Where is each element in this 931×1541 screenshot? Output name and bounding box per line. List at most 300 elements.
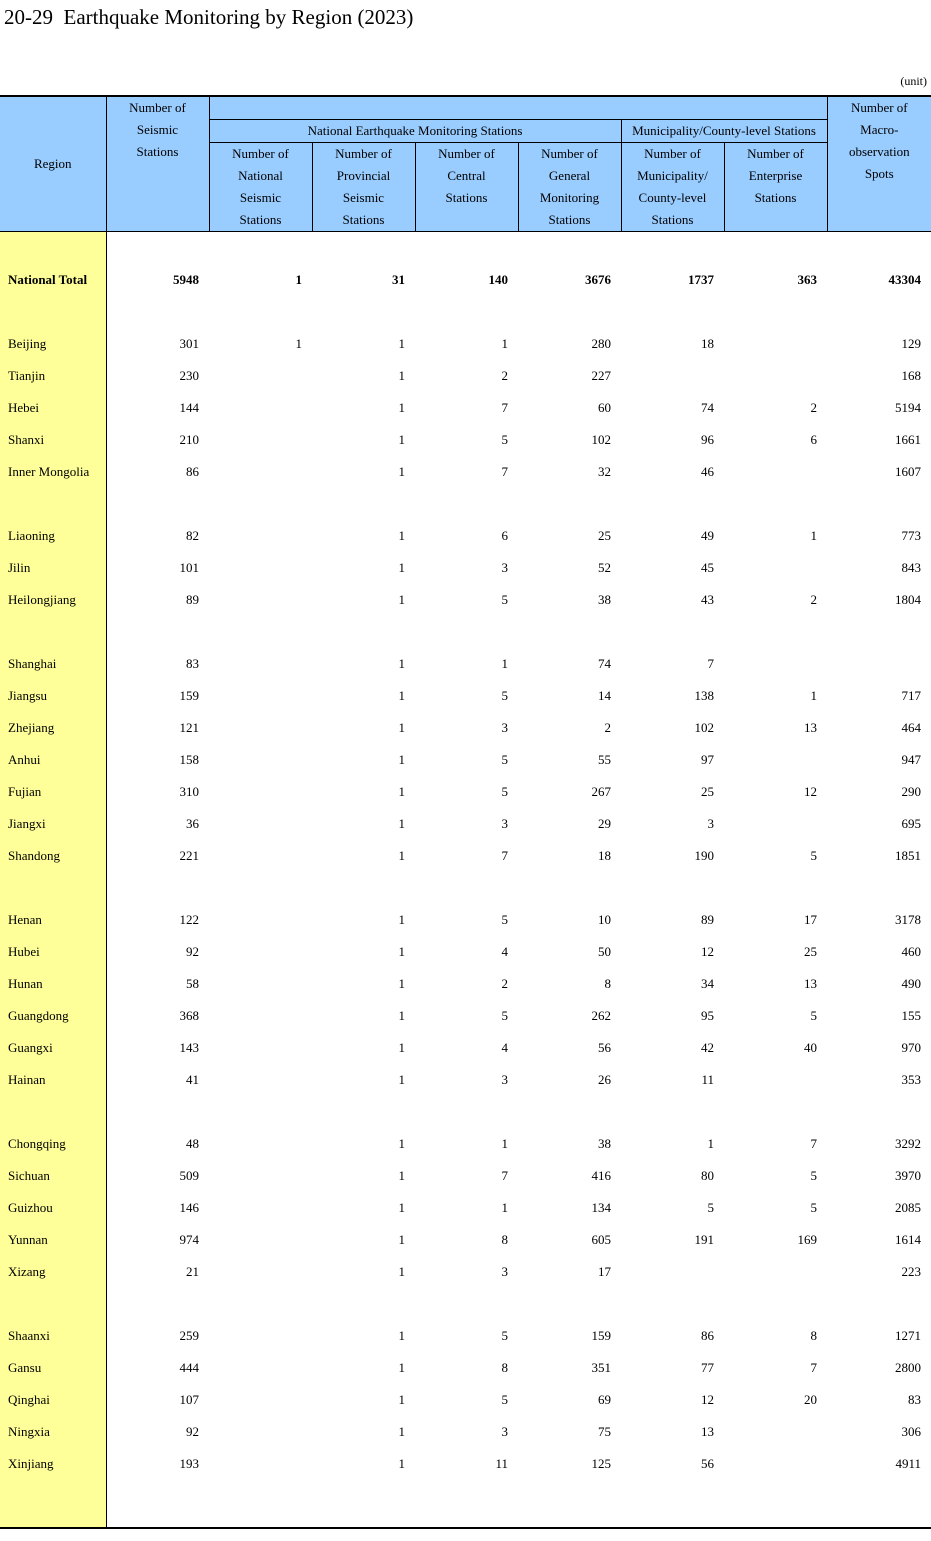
table-row xyxy=(0,1160,931,1192)
value-cell: 155 xyxy=(901,1008,922,1023)
value-cell: 310 xyxy=(179,784,199,799)
value-cell: 353 xyxy=(901,1072,922,1087)
value-cell: 5 xyxy=(810,848,818,863)
value-cell: 5 xyxy=(810,1200,818,1215)
value-cell: 31 xyxy=(392,272,405,287)
value-cell: 490 xyxy=(901,976,922,991)
value-cell xyxy=(209,936,312,968)
value-cell: 363 xyxy=(797,272,818,287)
header-blank-top xyxy=(209,96,827,120)
header-macro-observation-spots: Number of Macro- observation Spots xyxy=(827,96,931,232)
value-cell: 695 xyxy=(901,816,922,831)
value-cell: 74 xyxy=(701,400,714,415)
value-cell: 168 xyxy=(901,368,922,383)
value-cell xyxy=(621,1256,724,1288)
value-cell: 1607 xyxy=(895,464,922,479)
value-cell: 1 xyxy=(295,272,302,287)
value-cell: 843 xyxy=(901,560,922,575)
value-cell: 17 xyxy=(804,912,818,927)
region-name: Hubei xyxy=(0,936,106,968)
value-cell xyxy=(209,1064,312,1096)
value-cell: 7 xyxy=(707,656,714,671)
value-cell: 2 xyxy=(810,592,818,607)
value-cell: 5 xyxy=(810,1168,818,1183)
value-cell: 14 xyxy=(598,688,611,703)
value-cell: 1 xyxy=(398,400,405,415)
value-cell: 1 xyxy=(501,1136,508,1151)
value-cell: 5 xyxy=(501,592,508,607)
value-cell: 18 xyxy=(598,848,611,863)
region-name: Tianjin xyxy=(0,360,106,392)
table-body xyxy=(0,232,931,1529)
value-cell xyxy=(209,712,312,744)
value-cell: 3 xyxy=(501,720,508,735)
table-row xyxy=(0,1224,931,1256)
value-cell: 1 xyxy=(398,432,405,447)
region-name: Beijing xyxy=(0,328,106,360)
value-cell: 75 xyxy=(598,1424,611,1439)
table-row xyxy=(0,1384,931,1416)
value-cell xyxy=(724,552,827,584)
value-cell: 1 xyxy=(810,688,818,703)
value-cell: 5 xyxy=(501,912,508,927)
table-row xyxy=(0,840,931,872)
total-row xyxy=(0,264,931,296)
value-cell: 92 xyxy=(186,1424,199,1439)
region-name: Chongqing xyxy=(0,1128,106,1160)
spacer-row xyxy=(0,232,931,265)
value-cell: 259 xyxy=(179,1328,199,1343)
spacer-row xyxy=(0,616,931,648)
region-name: Yunnan xyxy=(0,1224,106,1256)
value-cell: 1 xyxy=(398,944,405,959)
table-row xyxy=(0,776,931,808)
value-cell: 460 xyxy=(901,944,922,959)
spacer-row xyxy=(0,1288,931,1320)
value-cell: 1 xyxy=(398,1168,405,1183)
header-municipal-group: Municipality/County-level Stations xyxy=(621,120,827,143)
value-cell: 7 xyxy=(810,1136,818,1151)
value-cell: 34 xyxy=(701,976,714,991)
value-cell: 86 xyxy=(701,1328,714,1343)
value-cell: 38 xyxy=(598,1136,611,1151)
value-cell: 58 xyxy=(186,976,199,991)
value-cell: 2 xyxy=(501,976,508,991)
value-cell: 974 xyxy=(179,1232,199,1247)
value-cell: 1 xyxy=(398,1072,405,1087)
value-cell: 1737 xyxy=(688,272,714,287)
value-cell: 143 xyxy=(179,1040,199,1055)
value-cell: 146 xyxy=(179,1200,199,1215)
value-cell: 3 xyxy=(501,816,508,831)
value-cell: 3 xyxy=(501,1072,508,1087)
value-cell: 191 xyxy=(694,1232,714,1247)
value-cell: 509 xyxy=(179,1168,199,1183)
unit-label: (unit) xyxy=(900,74,927,88)
value-cell: 2 xyxy=(810,400,818,415)
value-cell: 159 xyxy=(591,1328,611,1343)
value-cell: 50 xyxy=(598,944,611,959)
value-cell: 40 xyxy=(804,1040,818,1055)
value-cell xyxy=(209,520,312,552)
value-cell: 74 xyxy=(598,656,611,671)
region-name: Hunan xyxy=(0,968,106,1000)
header-enterprise-stations: Number of Enterprise Stations xyxy=(724,143,827,232)
table-row xyxy=(0,1352,931,1384)
value-cell: 1 xyxy=(398,1136,405,1151)
value-cell: 13 xyxy=(804,720,818,735)
value-cell: 306 xyxy=(901,1424,922,1439)
value-cell: 1 xyxy=(501,656,508,671)
table-row xyxy=(0,1032,931,1064)
value-cell: 8 xyxy=(501,1360,508,1375)
value-cell: 49 xyxy=(701,528,714,543)
value-cell: 36 xyxy=(186,816,199,831)
region-name: Guangdong xyxy=(0,1000,106,1032)
value-cell: 5 xyxy=(501,784,508,799)
value-cell: 77 xyxy=(701,1360,714,1375)
value-cell xyxy=(209,840,312,872)
value-cell: 7 xyxy=(501,400,508,415)
table-row xyxy=(0,392,931,424)
value-cell: 280 xyxy=(591,336,611,351)
spacer-row xyxy=(0,872,931,904)
value-cell xyxy=(209,1320,312,1352)
value-cell: 2085 xyxy=(895,1200,922,1215)
value-cell: 5194 xyxy=(895,400,922,415)
value-cell xyxy=(209,1192,312,1224)
value-cell: 1 xyxy=(398,976,405,991)
value-cell xyxy=(209,744,312,776)
value-cell: 4911 xyxy=(895,1456,922,1471)
value-cell: 96 xyxy=(701,432,714,447)
value-cell: 82 xyxy=(186,528,199,543)
value-cell xyxy=(724,808,827,840)
value-cell: 38 xyxy=(598,592,611,607)
value-cell: 97 xyxy=(701,752,714,767)
value-cell: 1804 xyxy=(895,592,922,607)
value-cell: 125 xyxy=(591,1456,611,1471)
value-cell: 83 xyxy=(908,1392,922,1407)
value-cell xyxy=(209,1416,312,1448)
value-cell: 5 xyxy=(501,752,508,767)
value-cell: 8 xyxy=(501,1232,508,1247)
value-cell: 5 xyxy=(501,1008,508,1023)
header-municipality-stations: Number of Municipality/ County-level Stations xyxy=(621,143,724,232)
value-cell: 1 xyxy=(810,528,818,543)
value-cell: 83 xyxy=(186,656,199,671)
value-cell: 12 xyxy=(701,1392,714,1407)
value-cell: 605 xyxy=(591,1232,611,1247)
value-cell xyxy=(209,648,312,680)
value-cell: 1 xyxy=(398,592,405,607)
region-name: National Total xyxy=(0,264,106,296)
value-cell: 3178 xyxy=(895,912,922,927)
value-cell xyxy=(724,1448,827,1480)
value-cell: 5 xyxy=(501,432,508,447)
value-cell: 1 xyxy=(398,560,405,575)
value-cell: 3 xyxy=(501,560,508,575)
value-cell: 1 xyxy=(398,1328,405,1343)
value-cell: 89 xyxy=(701,912,714,927)
header-national-seismic: Number of National Seismic Stations xyxy=(209,143,312,232)
value-cell: 6 xyxy=(810,432,818,447)
value-cell: 13 xyxy=(701,1424,714,1439)
value-cell: 89 xyxy=(186,592,199,607)
value-cell: 13 xyxy=(804,976,818,991)
value-cell: 11 xyxy=(701,1072,714,1087)
region-name: Liaoning xyxy=(0,520,106,552)
value-cell: 32 xyxy=(598,464,611,479)
value-cell: 1 xyxy=(398,1456,405,1471)
value-cell: 1 xyxy=(398,464,405,479)
earthquake-monitoring-table xyxy=(0,95,931,1529)
value-cell: 221 xyxy=(179,848,199,863)
value-cell: 3676 xyxy=(585,272,611,287)
value-cell: 1 xyxy=(398,688,405,703)
value-cell: 5 xyxy=(707,1200,714,1215)
value-cell: 26 xyxy=(598,1072,611,1087)
table-row xyxy=(0,552,931,584)
value-cell xyxy=(209,1224,312,1256)
value-cell: 101 xyxy=(179,560,199,575)
value-cell: 144 xyxy=(179,400,199,415)
value-cell: 368 xyxy=(179,1008,199,1023)
value-cell: 80 xyxy=(701,1168,714,1183)
region-name: Henan xyxy=(0,904,106,936)
value-cell: 351 xyxy=(591,1360,611,1375)
value-cell: 1851 xyxy=(895,848,922,863)
region-name: Shandong xyxy=(0,840,106,872)
region-name: Xizang xyxy=(0,1256,106,1288)
table-row xyxy=(0,744,931,776)
value-cell xyxy=(209,456,312,488)
table-row xyxy=(0,1448,931,1480)
value-cell: 444 xyxy=(179,1360,199,1375)
table-row xyxy=(0,520,931,552)
spacer-row xyxy=(0,1096,931,1128)
value-cell xyxy=(209,360,312,392)
region-name: Zhejiang xyxy=(0,712,106,744)
value-cell: 140 xyxy=(488,272,508,287)
value-cell: 190 xyxy=(694,848,714,863)
value-cell: 1 xyxy=(501,1200,508,1215)
value-cell: 52 xyxy=(598,560,611,575)
region-name: Ningxia xyxy=(0,1416,106,1448)
value-cell xyxy=(209,968,312,1000)
header-national-group: National Earthquake Monitoring Stations xyxy=(209,120,621,143)
value-cell: 1 xyxy=(707,1136,714,1151)
region-name: Heilongjiang xyxy=(0,584,106,616)
table-row xyxy=(0,1192,931,1224)
spacer-row xyxy=(0,296,931,328)
value-cell: 2 xyxy=(501,368,508,383)
value-cell: 122 xyxy=(179,912,199,927)
value-cell: 7 xyxy=(501,464,508,479)
value-cell xyxy=(724,456,827,488)
value-cell: 134 xyxy=(591,1200,611,1215)
header-region: Region xyxy=(0,96,106,232)
value-cell: 1 xyxy=(398,1232,405,1247)
region-name: Anhui xyxy=(0,744,106,776)
table-row xyxy=(0,584,931,616)
value-cell xyxy=(209,584,312,616)
value-cell: 1 xyxy=(501,336,508,351)
value-cell: 1 xyxy=(398,1008,405,1023)
value-cell: 2 xyxy=(604,720,611,735)
value-cell: 1 xyxy=(398,912,405,927)
value-cell xyxy=(827,648,931,680)
value-cell: 1 xyxy=(398,368,405,383)
value-cell: 1 xyxy=(398,848,405,863)
value-cell: 12 xyxy=(701,944,714,959)
table-row xyxy=(0,1064,931,1096)
value-cell: 773 xyxy=(901,528,922,543)
header-central-stations: Number of Central Stations xyxy=(415,143,518,232)
value-cell xyxy=(209,1352,312,1384)
value-cell xyxy=(209,1000,312,1032)
value-cell: 7 xyxy=(501,848,508,863)
table-row xyxy=(0,1128,931,1160)
table-row xyxy=(0,328,931,360)
value-cell: 95 xyxy=(701,1008,714,1023)
region-name: Fujian xyxy=(0,776,106,808)
value-cell: 69 xyxy=(598,1392,611,1407)
value-cell xyxy=(209,1384,312,1416)
value-cell: 1 xyxy=(398,720,405,735)
table-row xyxy=(0,904,931,936)
value-cell: 55 xyxy=(598,752,611,767)
value-cell: 56 xyxy=(701,1456,714,1471)
region-name: Hebei xyxy=(0,392,106,424)
value-cell: 60 xyxy=(598,400,611,415)
table-row xyxy=(0,712,931,744)
table-row xyxy=(0,1256,931,1288)
value-cell: 1 xyxy=(398,1424,405,1439)
value-cell: 43304 xyxy=(888,272,922,287)
value-cell: 1 xyxy=(398,816,405,831)
region-name: Shanxi xyxy=(0,424,106,456)
value-cell: 1 xyxy=(398,1264,405,1279)
value-cell: 947 xyxy=(901,752,922,767)
value-cell: 102 xyxy=(591,432,611,447)
value-cell: 158 xyxy=(179,752,199,767)
value-cell xyxy=(724,360,827,392)
value-cell: 5 xyxy=(501,1392,508,1407)
value-cell: 970 xyxy=(901,1040,922,1055)
table-row xyxy=(0,936,931,968)
header-provincial-seismic: Number of Provincial Seismic Stations xyxy=(312,143,415,232)
value-cell: 46 xyxy=(701,464,714,479)
value-cell: 12 xyxy=(804,784,818,799)
value-cell: 193 xyxy=(179,1456,199,1471)
value-cell: 56 xyxy=(598,1040,611,1055)
value-cell: 717 xyxy=(901,688,922,703)
value-cell: 1 xyxy=(398,656,405,671)
value-cell xyxy=(209,776,312,808)
value-cell: 290 xyxy=(901,784,922,799)
value-cell: 8 xyxy=(810,1328,818,1343)
region-name: Shaanxi xyxy=(0,1320,106,1352)
value-cell: 102 xyxy=(694,720,714,735)
value-cell: 1271 xyxy=(895,1328,922,1343)
value-cell: 4 xyxy=(501,1040,508,1055)
value-cell: 7 xyxy=(501,1168,508,1183)
value-cell xyxy=(209,1256,312,1288)
region-name: Jilin xyxy=(0,552,106,584)
value-cell: 29 xyxy=(598,816,611,831)
value-cell: 1 xyxy=(398,528,405,543)
value-cell: 3 xyxy=(501,1264,508,1279)
value-cell: 43 xyxy=(701,592,714,607)
value-cell: 262 xyxy=(591,1008,611,1023)
value-cell xyxy=(724,1416,827,1448)
value-cell xyxy=(209,1160,312,1192)
value-cell: 3292 xyxy=(895,1136,922,1151)
value-cell: 1 xyxy=(398,1040,405,1055)
value-cell xyxy=(724,328,827,360)
value-cell: 107 xyxy=(179,1392,199,1407)
value-cell: 5 xyxy=(810,1008,818,1023)
value-cell xyxy=(209,1128,312,1160)
table-row xyxy=(0,680,931,712)
table-row xyxy=(0,648,931,680)
value-cell: 416 xyxy=(591,1168,611,1183)
value-cell: 10 xyxy=(598,912,611,927)
value-cell: 8 xyxy=(604,976,611,991)
region-name: Sichuan xyxy=(0,1160,106,1192)
value-cell: 92 xyxy=(186,944,199,959)
value-cell: 227 xyxy=(591,368,611,383)
table-row xyxy=(0,424,931,456)
value-cell: 5948 xyxy=(173,272,199,287)
value-cell: 5 xyxy=(501,688,508,703)
region-name: Guangxi xyxy=(0,1032,106,1064)
value-cell xyxy=(209,392,312,424)
value-cell: 1614 xyxy=(895,1232,922,1247)
value-cell: 169 xyxy=(797,1232,818,1247)
value-cell: 1 xyxy=(398,1200,405,1215)
value-cell: 1 xyxy=(398,784,405,799)
region-name: Jiangxi xyxy=(0,808,106,840)
value-cell xyxy=(209,808,312,840)
value-cell: 41 xyxy=(186,1072,199,1087)
value-cell: 48 xyxy=(186,1136,199,1151)
value-cell: 3970 xyxy=(895,1168,922,1183)
value-cell xyxy=(724,744,827,776)
region-name: Guizhou xyxy=(0,1192,106,1224)
value-cell: 7 xyxy=(810,1360,818,1375)
table-row xyxy=(0,808,931,840)
value-cell: 2800 xyxy=(895,1360,922,1375)
value-cell xyxy=(724,1256,827,1288)
value-cell: 121 xyxy=(179,720,199,735)
value-cell: 25 xyxy=(804,944,818,959)
region-name: Hainan xyxy=(0,1064,106,1096)
value-cell: 11 xyxy=(495,1456,508,1471)
table-row xyxy=(0,1000,931,1032)
value-cell: 6 xyxy=(501,528,508,543)
header-seismic-stations: Number of Seismic Stations xyxy=(106,96,209,232)
value-cell: 223 xyxy=(901,1264,922,1279)
value-cell: 17 xyxy=(598,1264,611,1279)
value-cell xyxy=(724,648,827,680)
table-row xyxy=(0,1416,931,1448)
value-cell: 301 xyxy=(179,336,199,351)
value-cell: 21 xyxy=(186,1264,199,1279)
value-cell: 45 xyxy=(701,560,714,575)
value-cell: 129 xyxy=(901,336,922,351)
